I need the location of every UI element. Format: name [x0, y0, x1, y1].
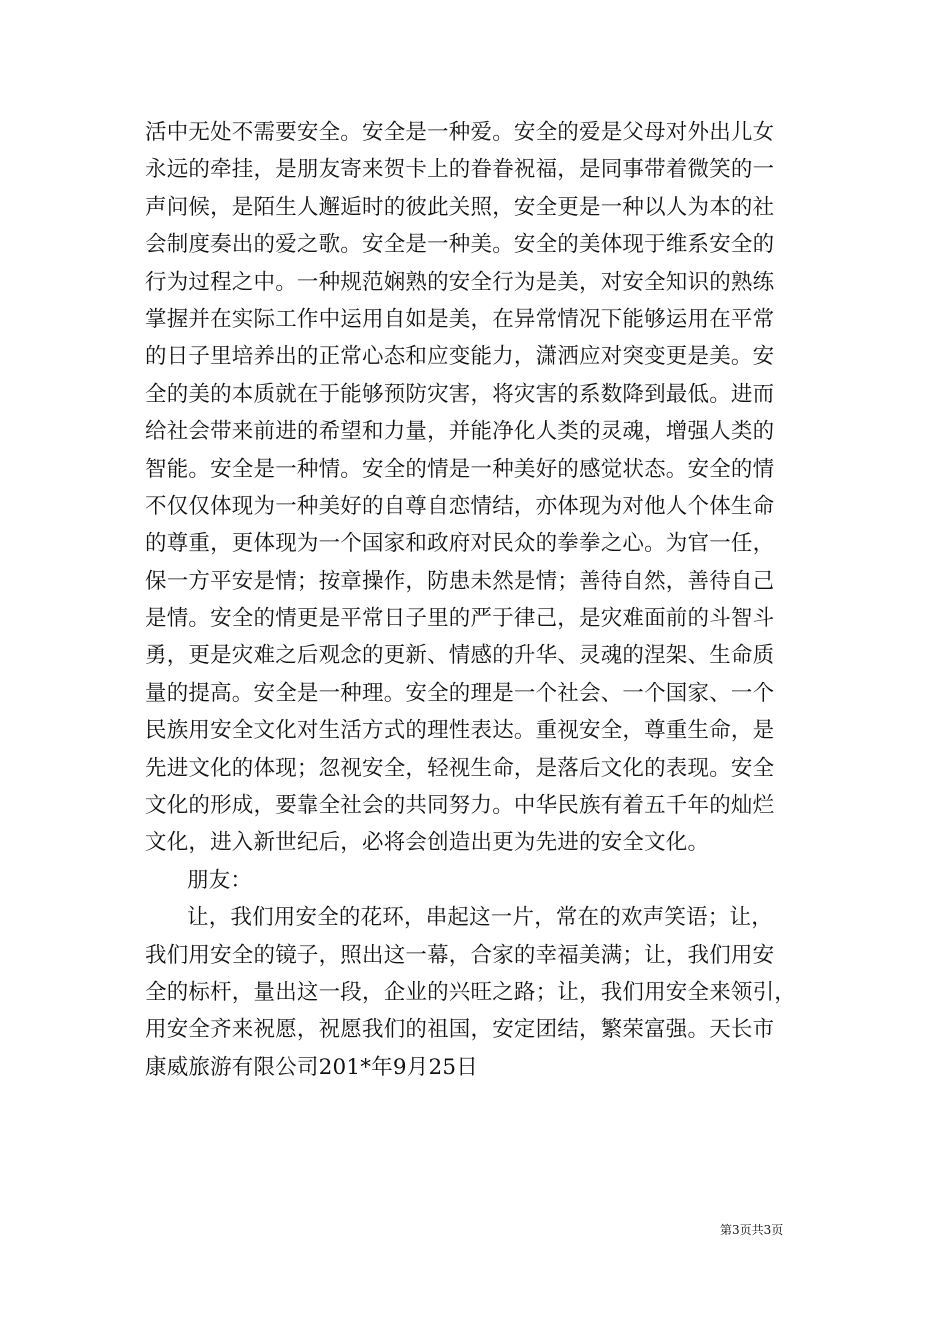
text-line: 行为过程之中。一种规范娴熟的安全行为是美，对安全知识的熟练 [145, 269, 775, 295]
text-line: 智能。安全是一种情。安全的情是一种美好的感觉状态。安全的情 [145, 456, 775, 482]
text-line: 勇，更是灾难之后观念的更新、情感的升华、灵魂的涅架、生命质 [145, 643, 775, 669]
paragraph-1 [145, 114, 809, 862]
text-line: 保一方平安是情；按章操作，防患未然是情；善待自然，善待自己 [145, 568, 775, 594]
text-line: 全的标杆，量出这一段，企业的兴旺之路；让，我们用安全来领引， [145, 979, 797, 1005]
text-line: 会制度奏出的爱之歌。安全是一种美。安全的美体现于维系安全的 [145, 232, 775, 258]
text-line: 活中无处不需要安全。安全是一种爱。安全的爱是父母对外出儿女 [145, 120, 775, 145]
text-line: 掌握并在实际工作中运用自如是美，在异常情况下能够运用在平常 [145, 306, 775, 332]
text-line: 让，我们用安全的花环，串起这一片，常在的欢声笑语；让， [187, 905, 773, 931]
text-line: 全的美的本质就在于能够预防灾害，将灾害的系数降到最低。进而 [145, 381, 775, 407]
page-number: 第3页共3页 [720, 1223, 784, 1237]
text-line: 不仅仅体现为一种美好的自尊自恋情结，亦体现为对他人个体生命 [145, 493, 775, 519]
text-line: 民族用安全文化对生活方式的理性表达。重视安全，尊重生命，是 [145, 718, 775, 744]
salutation: 朋友： [187, 867, 253, 893]
text-line: 的日子里培养出的正常心态和应变能力，潇洒应对突变更是美。安 [145, 344, 775, 370]
text-line: 的尊重，更体现为一个国家和政府对民众的拳拳之心。为官一任， [145, 531, 775, 557]
paragraph-2 [145, 899, 809, 1086]
text-line: 文化的形成，要靠全社会的共同努力。中华民族有着五千年的灿烂 [145, 793, 775, 819]
document-body [145, 114, 809, 1086]
text-line: 是情。安全的情更是平常日子里的严于律己，是灾难面前的斗智斗 [145, 606, 775, 632]
text-line: 先进文化的体现；忽视安全，轻视生命，是落后文化的表现。安全 [145, 755, 775, 781]
text-line: 给社会带来前进的希望和力量，并能净化人类的灵魂，增强人类的 [145, 419, 775, 445]
text-line: 永远的牵挂，是朋友寄来贺卡上的眷眷祝福，是同事带着微笑的一 [145, 157, 775, 183]
text-line: 我们用安全的镜子，照出这一幕，合家的幸福美满；让，我们用安 [145, 942, 775, 968]
text-line: 量的提高。安全是一种理。安全的理是一个社会、一个国家、一个 [145, 680, 775, 706]
text-line: 康威旅游有限公司201*年9月25日 [145, 1054, 478, 1080]
text-line: 声问候，是陌生人邂逅时的彼此关照，安全更是一种以人为本的社 [145, 194, 775, 220]
text-line: 文化，进入新世纪后，必将会创造出更为先进的安全文化。 [145, 830, 710, 856]
text-line: 用安全齐来祝愿，祝愿我们的祖国，安定团结，繁荣富强。天长市 [145, 1017, 775, 1043]
